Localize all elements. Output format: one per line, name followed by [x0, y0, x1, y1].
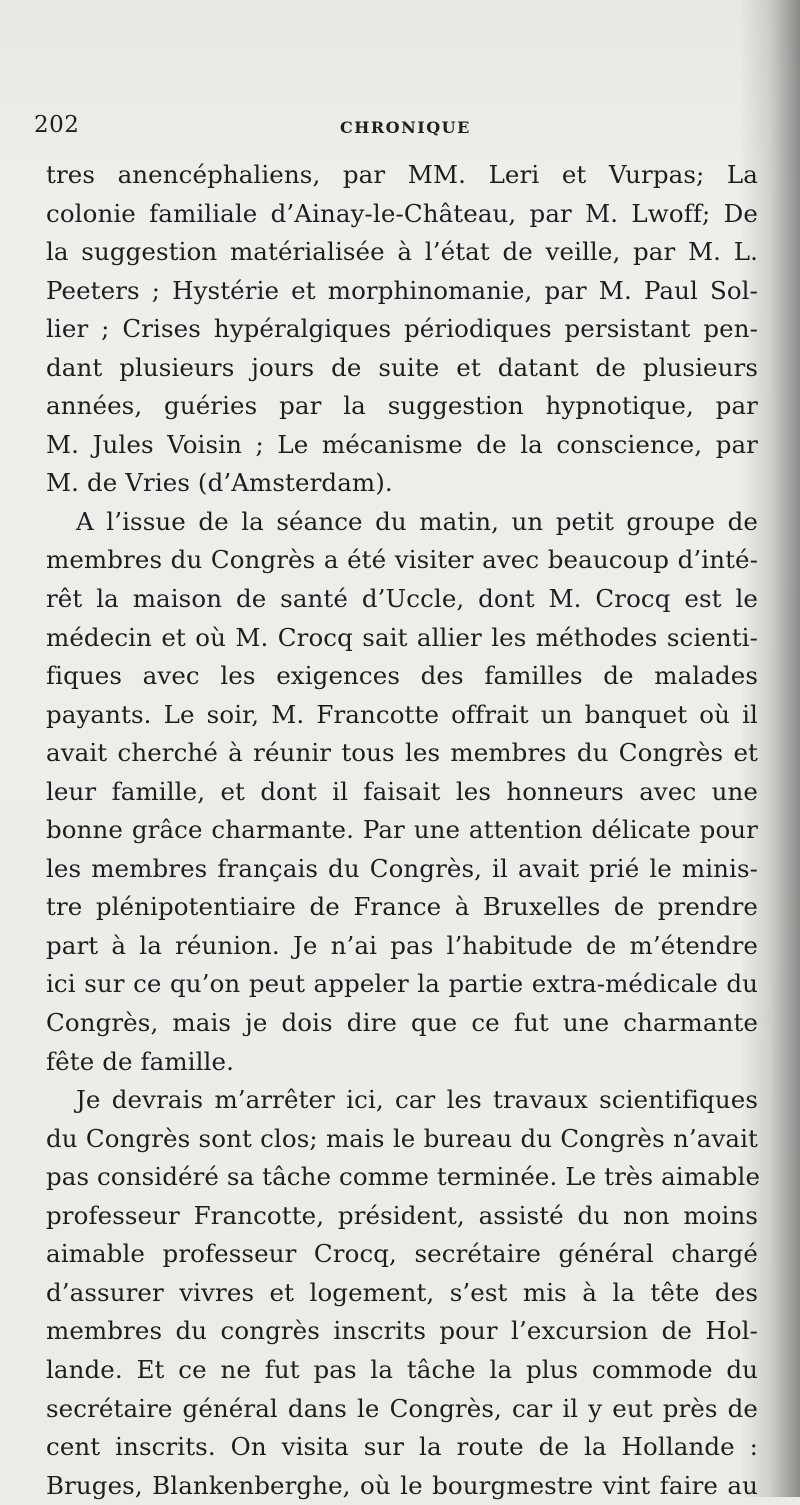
text-line: part à la réunion. Je n’ai pas l’habitude de m’étendre [46, 930, 758, 960]
text-line: d’assurer vivres et logement, s’est mis à la tête des [46, 1277, 758, 1307]
text-line: dant plusieurs jours de suite et datant de plusieurs [46, 352, 758, 382]
text-line: Bruges, Blankenberghe, où le bourgmestre vint faire au [46, 1470, 758, 1500]
text-line: payants. Le soir, M. Francotte offrait un banquet où il [46, 699, 758, 729]
text-line: lande. Et ce ne fut pas la tâche la plus commode du [46, 1354, 758, 1384]
text-line: M. de Vries (d’Amsterdam). [46, 468, 393, 498]
text-line: fiques avec les exigences des familles de malades [46, 661, 758, 691]
text-line: membres du congrès inscrits pour l’excursion de Hol- [46, 1316, 758, 1346]
text-line: colonie familiale d’Ainay-le-Château, par M. Lwoff; De [46, 198, 758, 228]
text-line: années, guéries par la suggestion hypnotique, par [46, 391, 758, 421]
text-line: professeur Francotte, président, assisté du non moins [46, 1200, 758, 1230]
text-line: la suggestion matérialisée à l’état de veille, par M. L. [46, 237, 758, 267]
text-line: cent inscrits. On visita sur la route de la Hollande : [46, 1432, 758, 1462]
text-line: A l’issue de la séance du matin, un petit groupe de [76, 506, 758, 536]
text-line: Congrès, mais je dois dire que ce fut une charmante [46, 1008, 758, 1038]
text-line: tres anencéphaliens, par MM. Leri et Vurpas; La [46, 160, 758, 189]
body-text [46, 156, 761, 1505]
text-line: rêt la maison de santé d’Uccle, dont M. Crocq est le [46, 584, 758, 614]
text-line: leur famille, et dont il faisait les honneurs avec une [46, 776, 758, 806]
text-line: tre plénipotentiaire de France à Bruxelles de prendre [46, 892, 758, 922]
text-line: ici sur ce qu’on peut appeler la partie extra-médicale du [46, 969, 758, 999]
text-line: secrétaire général dans le Congrès, car il y eut près de [46, 1393, 758, 1423]
text-line: avait cherché à réunir tous les membres du Congrès et [46, 738, 758, 768]
text-line: Peeters ; Hystérie et morphinomanie, par M. Paul Sol- [46, 275, 758, 305]
text-line: les membres français du Congrès, il avait prié le minis- [46, 853, 758, 883]
text-line: fête de famille. [46, 1046, 234, 1076]
text-line: bonne grâce charmante. Par une attention délicate pour [46, 815, 758, 845]
page-number: 202 [34, 112, 80, 138]
text-line: lier ; Crises hypéralgiques périodiques persistant pen- [46, 314, 758, 344]
text-line: M. Jules Voisin ; Le mécanisme de la conscience, par [46, 429, 758, 459]
text-line: Je devrais m’arrêter ici, car les travaux scientifiques [76, 1085, 758, 1115]
text-line: membres du Congrès a été visiter avec beaucoup d’inté- [46, 545, 758, 575]
running-title: CHRONIQUE [340, 118, 471, 137]
text-line: aimable professeur Crocq, secrétaire général chargé [46, 1239, 758, 1269]
text-line: pas considéré sa tâche comme terminée. Le très aimable [46, 1162, 761, 1192]
text-line: médecin et où M. Crocq sait allier les méthodes scienti- [46, 622, 758, 652]
text-line: du Congrès sont clos; mais le bureau du Congrès n’avait [46, 1123, 758, 1153]
page-header [34, 112, 754, 152]
